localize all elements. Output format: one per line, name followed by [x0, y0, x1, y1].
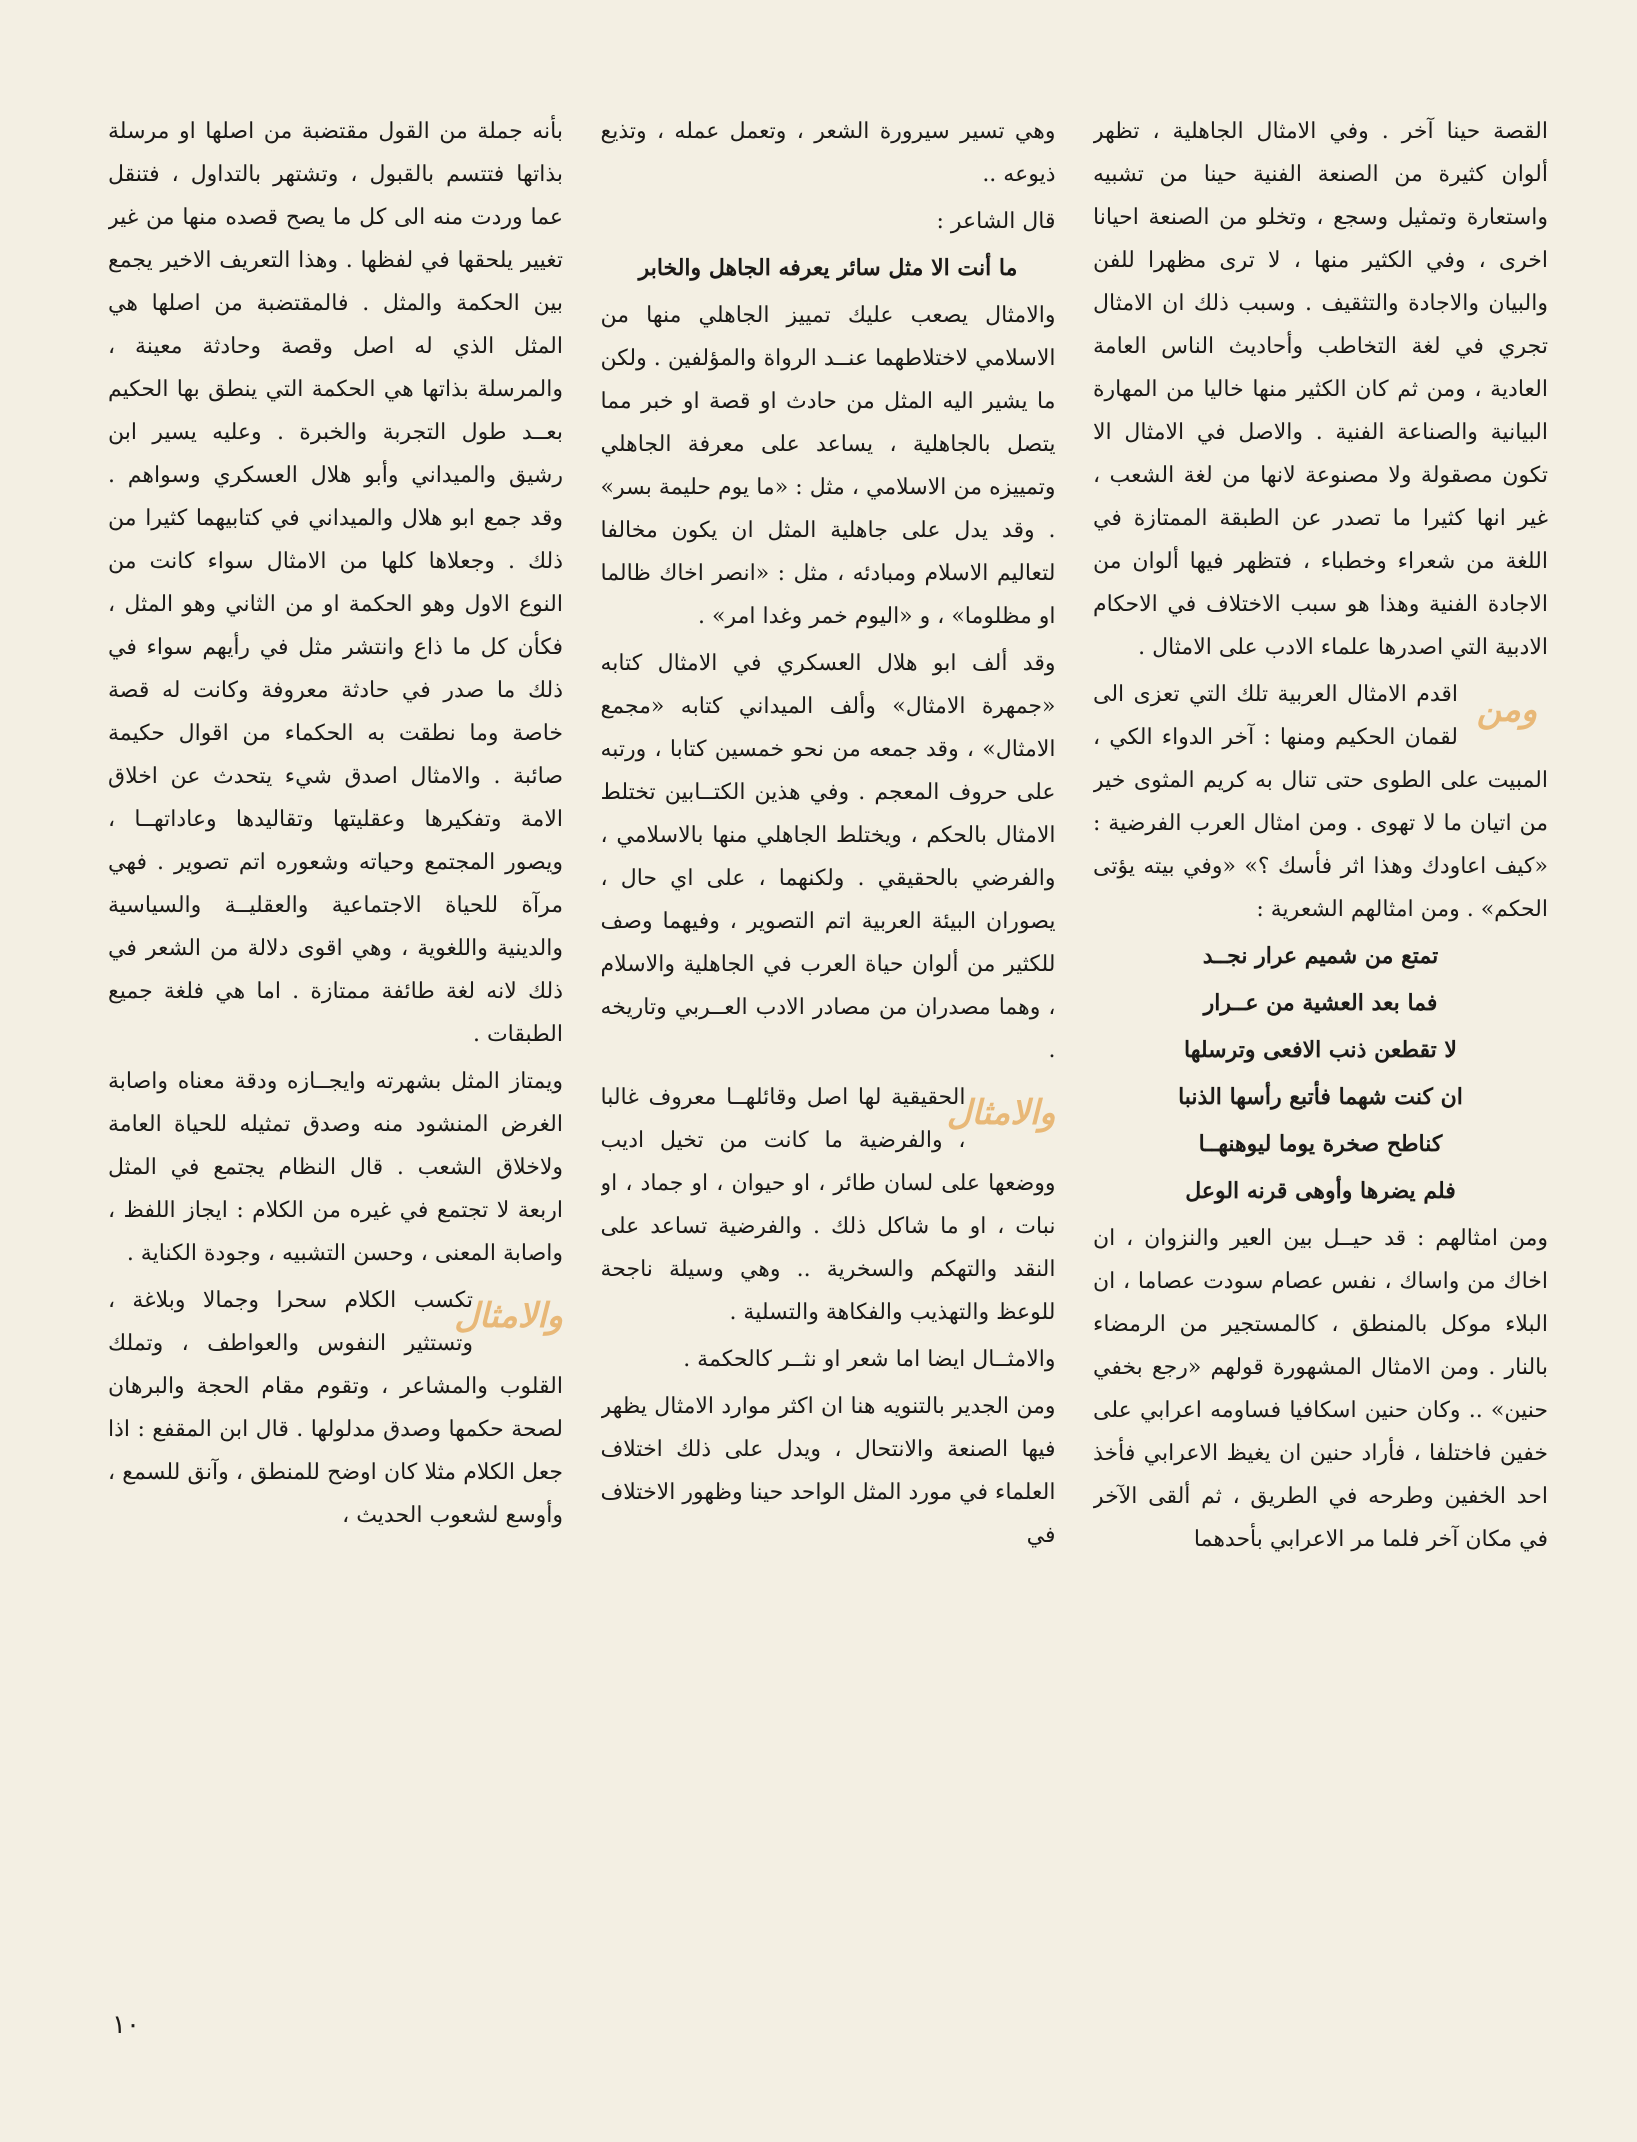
verse-line: لا تقطعن ذنب الافعى وترسلها: [1184, 1037, 1457, 1063]
drop-heading-block: [108, 1279, 563, 1541]
verse-line: فما بعد العشية من عــرار: [1203, 990, 1438, 1016]
drop-heading-block: [1093, 673, 1548, 935]
decorative-heading-logo: والامثال: [946, 1093, 1056, 1133]
paragraph: وهي تسير سيرورة الشعر ، وتعمل عمله ، وتذيع ذيوعه ..: [600, 119, 1056, 187]
paragraph: الحقيقية لها اصل وقائلهــا معروف غالبا ، والفرضية ما كانت من تخيل اديب ووضعها على لسان طائر ، او حيوان ، او جماد ، او نبات ، او ما شاكل ذلك . والفرضية تساعد على النقد والتهكم والسخرية .. وهي وسيلة ناجحة للوعظ والتهذيب والفكاهة والتسلية .: [600, 1085, 1056, 1325]
drop-heading-block: [601, 1076, 1056, 1338]
paragraph: وقد ألف ابو هلال العسكري في الامثال كتابه «جمهرة الامثال» وألف الميداني كتابه «مجمع الامثال» ، وقد جمعه من نحو خمسين كتابا ، ورتبه على حروف المعجم . وفي هذين الكتــابين تختلط الامثال بالحكم ، ويختلط الجاهلي منها بالاسلامي ، والفرضي بالحقيقي . ولكنهما ، على اي حال ، يصوران البيئة العربية اتم التصوير ، وفيهما وصف للكثير من ألوان حياة العرب في الجاهلية والاسلام ، وهما مصدران من مصادر الادب العــربي وتاريخه .: [600, 651, 1056, 1063]
paragraph: اقدم الامثال العربية تلك التي تعزى الى لقمان الحكيم ومنها : آخر الدواء الكي ، المبيت على الطوى حتى تنال به كريم المثوى خير من اتيان ما لا تهوى . ومن امثال العرب الفرضية : «كيف اعاودك وهذا اثر فأسك ؟» «وفي بيته يؤتى الحكم» . ومن امثالهم الشعرية :: [1093, 682, 1548, 922]
verse-line: ان كنت شهما فأتبع رأسها الذنبا: [1178, 1084, 1463, 1110]
column-left: [1093, 110, 1548, 2040]
paragraph: تكسب الكلام سحرا وجمالا وبلاغة ، وتستثير النفوس والعواطف ، وتملك القلوب والمشاعر ، وتقوم مقام الحجة والبرهان لصحة حكمها وصدق مدلولها . قال ابن المقفع : اذا جعل الكلام مثلا كان اوضح للمنطق ، وآنق للسمع ، وأوسع لشعوب الحديث ،: [108, 1288, 563, 1528]
verse-line: تمتع من شميم عرار نجــد: [1202, 943, 1439, 969]
verse-line: فلم يضرها وأوهى قرنه الوعل: [1185, 1178, 1456, 1204]
paragraph: ويمتاز المثل بشهرته وايجــازه ودقة معناه واصابة الغرض المنشود منه وصدق تمثيله للحياة العامة ولاخلاق الشعب . قال النظام يجتمع في المثل اربعة لا تجتمع في غيره من الكلام : ايجاز اللفظ ، واصابة المعنى ، وحسن التشبيه ، وجودة الكناية .: [108, 1069, 563, 1266]
paragraph: والامثــال ايضا اما شعر او نثــر كالحكمة .: [683, 1347, 1056, 1372]
paragraph: ومن الجدير بالتنويه هنا ان اكثر موارد الامثال يظهر فيها الصنعة والانتحال ، ويدل على ذلك اختلاف العلماء في مورد المثل الواحد حينا وظهور الاختلاف في: [600, 1394, 1056, 1548]
verse-line: ما أنت الا مثل سائر يعرفه الجاهل والخابر: [638, 255, 1018, 281]
paragraph: بأنه جملة من القول مقتضبة من اصلها او مرسلة بذاتها فتتسم بالقبول ، وتشتهر بالتداول ، فتنقل عما وردت منه الى كل ما يصح قصده منها من غير تغيير يلحقها في لفظها . وهذا التعريف الاخير يجمع بين الحكمة والمثل . فالمقتضبة من اصلها هي المثل الذي له اصل وقصة وحادثة معينة ، والمرسلة بذاتها هي الحكمة التي ينطق بها الحكيم بعــد طول التجربة والخبرة . وعليه يسير ابن رشيق والميداني وأبو هلال العسكري وسواهم . وقد جمع ابو هلال والميداني في كتابيهما كثيرا من ذلك . وجعلاها كلها من الامثال سواء كانت من النوع الاول وهو الحكمة او من الثاني وهو المثل ، فكأن كل ما ذاع وانتشر مثل في رأيهم سواء في ذلك ما صدر في حادثة معروفة وكانت له قصة خاصة وما نطقت به الحكماء من اقوال حكيمة صائبة . والامثال اصدق شيء يتحدث عن اخلاق الامة وتفكيرها وعقليتها وتقاليدها وعاداتهــا ، ويصور المجتمع وحياته وشعوره اتم تصوير . فهي مرآة للحياة الاجتماعية والعقليــة والسياسية والدينية واللغوية ، وهي اقوى دلالة من الشعر في ذلك لانه لغة طائفة ممتازة . اما هي فلغة جميع الطبقات .: [108, 119, 563, 1047]
paragraph: ومن امثالهم : قد حيــل بين العير والنزوان ، ان اخاك من واساك ، نفس عصام سودت عصاما ، ان البلاء موكل بالمنطق ، كالمستجير من الرمضاء بالنار . ومن الامثال المشهورة قولهم «رجع بخفي حنين» .. وكان حنين اسكافيا فساومه اعرابي على خفين فاختلفا ، فأراد حنين ان يغيظ الاعرابي فأخذ احد الخفين وطرحه في الطريق ، ثم ألقى الآخر في مكان آخر فلما مر الاعرابي بأحدهما: [1093, 1226, 1548, 1552]
verse-line: كناطح صخرة يوما ليوهنهــا: [1198, 1131, 1443, 1157]
decorative-heading-logo: ومن: [1476, 690, 1538, 730]
paragraph: قال الشاعر :: [936, 209, 1056, 234]
decorative-heading-logo: والامثال: [454, 1296, 563, 1336]
column-right: [108, 110, 563, 2040]
text-columns: [108, 110, 1548, 2040]
paragraph: القصة حينا آخر . وفي الامثال الجاهلية ، تظهر ألوان كثيرة من الصنعة الفنية حينا من تشبيه واستعارة وتمثيل وسجع ، وتخلو من الصنعة احيانا اخرى ، وفي الكثير منها ، لا ترى مظهرا للفن والبيان والاجادة والتثقيف . وسبب ذلك ان الامثال تجري في لغة التخاطب وأحاديث الناس العامة العادية ، ومن ثم كان الكثير منها خاليا من المهارة البيانية والصناعة الفنية . والاصل في الامثال الا تكون مصقولة ولا مصنوعة لانها من لغة الشعب ، غير انها كثيرا ما تصدر عن الطبقة الممتازة في اللغة من شعراء وخطباء ، فتظهر فيها ألوان من الاجادة الفنية وهذا هو سبب الاختلاف في الاحكام الادبية التي اصدرها علماء الادب على الامثال .: [1093, 119, 1548, 660]
paragraph: والامثال يصعب عليك تمييز الجاهلي منها من الاسلامي لاختلاطهما عنــد الرواة والمؤلفين . ولكن ما يشير اليه المثل من حادث او قصة او خبر مما يتصل بالجاهلية ، يساعد على معرفة الجاهلي وتمييزه من الاسلامي ، مثل : «ما يوم حليمة بسر» . وقد يدل على جاهلية المثل ان يكون مخالفا لتعاليم الاسلام ومبادئه ، مثل : «انصر اخاك ظالما او مظلوما» ، و «اليوم خمر وغدا امر» .: [600, 303, 1056, 629]
column-middle: [601, 110, 1056, 2040]
page-number: ١٠: [112, 2010, 140, 2040]
